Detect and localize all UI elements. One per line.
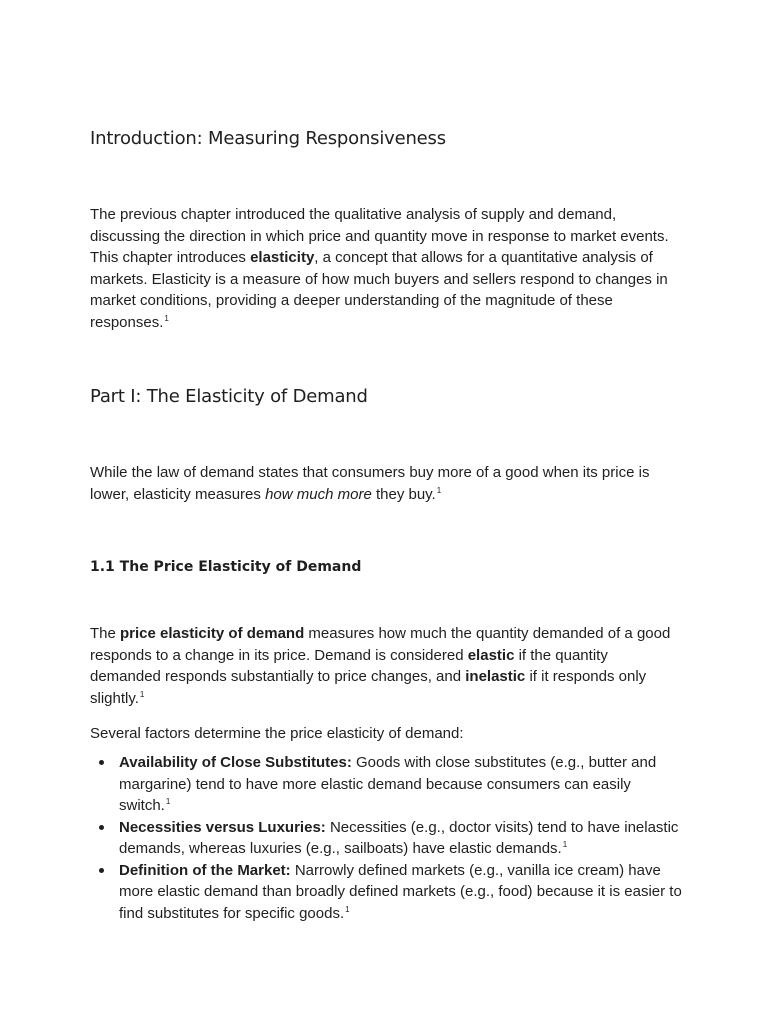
factor-text: Necessities (e.g., doctor visits) tend to have inelastic demands, whereas luxuries (e.g., sailboats) have elastic demands. — [119, 818, 679, 857]
section-1-1-heading: 1.1 The Price Elasticity of Demand — [90, 559, 362, 575]
intro-text-b: , a concept that allows for a quantitative analysis of markets. Elasticity is a measure of how much buyers and sellers respond to changes in market conditions, providing a deeper understanding of the magnitude of these responses. — [90, 249, 668, 331]
footnote-marker[interactable]: 1 — [436, 485, 442, 495]
factor-term: Definition of the Market: — [119, 861, 291, 879]
footnote-marker[interactable]: 1 — [164, 313, 169, 323]
footnote-marker[interactable]: 1 — [139, 689, 145, 699]
section-1-1-paragraph — [90, 623, 682, 709]
s11-text-a: The — [90, 625, 121, 642]
factors-list — [90, 752, 682, 924]
footnote-marker[interactable]: 1 — [345, 904, 350, 914]
list-item — [90, 752, 682, 817]
bullet-icon — [99, 868, 104, 873]
bullet-icon — [99, 825, 104, 830]
s11-text-b: measures how much the quantity demanded of a good responds to a change in its price. Demand is considered — [90, 625, 671, 664]
s11-term-inelastic: inelastic — [465, 668, 526, 685]
factors-intro: Several factors determine the price elasticity of demand: — [90, 725, 464, 742]
factor-term: Necessities versus Luxuries: — [119, 818, 326, 836]
intro-text-a: The previous chapter introduced the qualitative analysis of supply and demand, discussing the direction in which price and quantity move in response to market events. This chapter introduces — [90, 206, 669, 266]
intro-paragraph — [90, 204, 682, 333]
part1-text-b: they buy. — [371, 485, 436, 503]
part1-text-a: While the law of demand states that consumers buy more of a good when its price is lower, elasticity measures — [90, 464, 650, 503]
s11-text-c: if the quantity demanded responds substantially to price changes, and — [90, 646, 608, 685]
list-item — [90, 817, 682, 860]
factor-text: Narrowly defined markets (e.g., vanilla ice cream) have more elastic demand than broadly defined markets (e.g., food) because it is easier to find substitutes for specific goods. — [119, 861, 682, 922]
intro-heading: Introduction: Measuring Responsiveness — [90, 128, 446, 149]
part1-emphasis: how much more — [265, 485, 372, 503]
part1-heading: Part I: The Elasticity of Demand — [90, 386, 368, 407]
footnote-marker[interactable]: 1 — [165, 797, 171, 806]
s11-term-elastic: elastic — [467, 646, 515, 664]
s11-text-d: if it responds only slightly. — [90, 668, 647, 707]
factor-text: Goods with close substitutes (e.g., butter and margarine) tend to have more elastic demand because consumers can easily switch. — [119, 754, 657, 814]
bullet-icon — [99, 760, 104, 765]
part1-paragraph — [90, 462, 682, 505]
intro-term-elasticity: elasticity — [250, 249, 315, 266]
s11-term-price-elasticity: price elasticity of demand — [120, 625, 305, 642]
footnote-marker[interactable]: 1 — [562, 840, 568, 849]
list-item — [90, 860, 682, 925]
factor-term: Availability of Close Substitutes: — [119, 754, 352, 771]
